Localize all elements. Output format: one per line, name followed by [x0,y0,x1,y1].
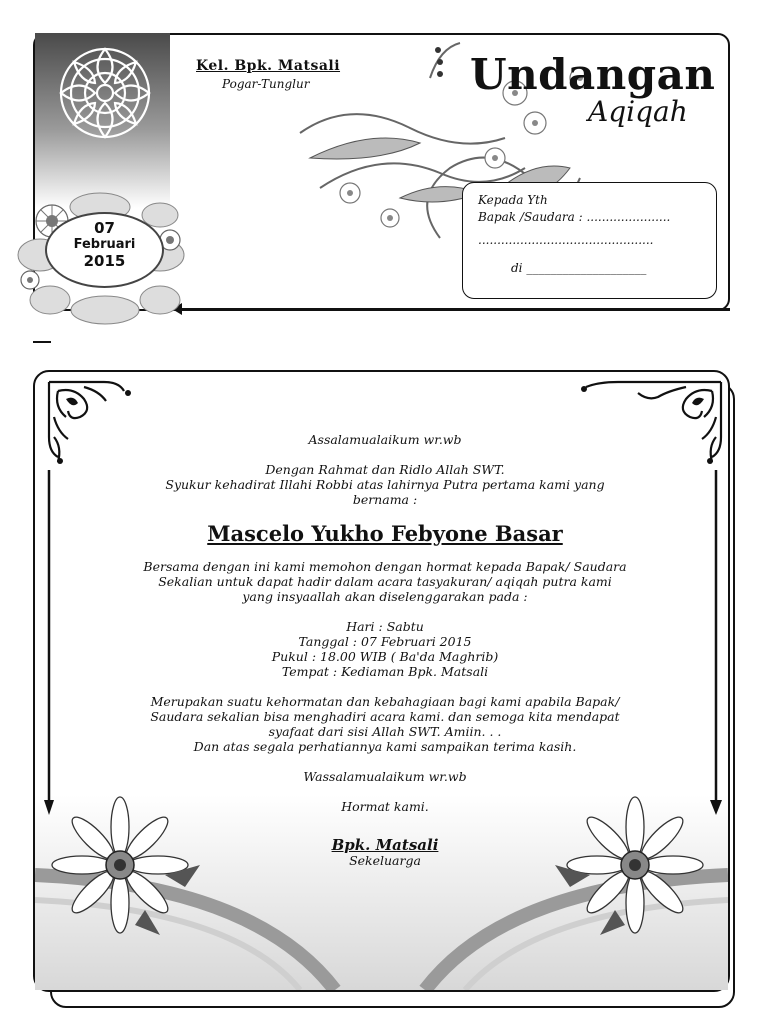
address-line-4: di ____________________ [511,261,647,275]
separator-dash [33,341,51,343]
child-name: Mascelo Yukho Febyone Basar [207,521,563,546]
sender-place: Pogar-Tunglur [222,77,310,91]
date-month: Februari [73,237,136,252]
request-line-1: Bersama dengan ini kami memohon dengan hormat kepada Bapak/ Saudara [143,559,627,574]
request-line-3: yang insyaallah akan diselenggarakan pada : [242,589,528,604]
intro-line-3: bernama : [352,492,418,507]
event-place: Tempat : Kediaman Bpk. Matsali [281,664,489,679]
address-line-1: Kepada Yth [478,193,548,207]
date-year: 2015 [83,252,126,270]
signature-name: Bpk. Matsali [331,836,439,854]
regards: Hormat kami. [341,799,429,814]
intro-line-2: Syukur kehadirat Illahi Robbi atas lahirnya Putra pertama kami yang [165,477,605,492]
address-box [462,182,717,299]
event-day: Hari : Sabtu [346,619,424,634]
closing-line-4: Dan atas segala perhatiannya kami sampaikan terima kasih. [193,739,577,754]
sender-name: Kel. Bpk. Matsali [196,58,341,74]
date-day: 07 [94,219,115,237]
date-badge [45,212,164,288]
envelope-arrow-line [174,308,730,311]
invitation-subtitle: Aqiqah [588,95,688,128]
invitation-title: Undangan [470,50,716,99]
greeting: Assalamualaikum wr.wb [308,432,462,447]
right-arrow-line [710,470,722,815]
closing-line-3: syafaat dari sisi Allah SWT. Amiin. . . [268,724,502,739]
event-date: Tanggal : 07 Februari 2015 [298,634,472,649]
intro-line-1: Dengan Rahmat dan Ridlo Allah SWT. [265,462,505,477]
closing-line-2: Saudara sekalian bisa menghadiri acara kami. dan semoga kita mendapat [150,709,620,724]
closing-salam: Wassalamualaikum wr.wb [303,769,467,784]
address-line-2: Bapak /Saudara : ...................... [478,210,671,224]
request-line-2: Sekalian untuk dapat hadir dalam acara tasyakuran/ aqiqah putra kami [158,574,612,589]
left-arrow-line [44,470,54,815]
invitation-letter [120,432,650,868]
event-time: Pukul : 18.00 WIB ( Ba'da Maghrib) [271,649,499,664]
mandala-ornament [50,38,160,148]
address-line-3: .............................................. [478,233,654,247]
closing-line-1: Merupakan suatu kehormatan dan kebahagiaan bagi kami apabila Bapak/ [150,694,620,709]
signature-sub: Sekeluarga [349,853,421,868]
